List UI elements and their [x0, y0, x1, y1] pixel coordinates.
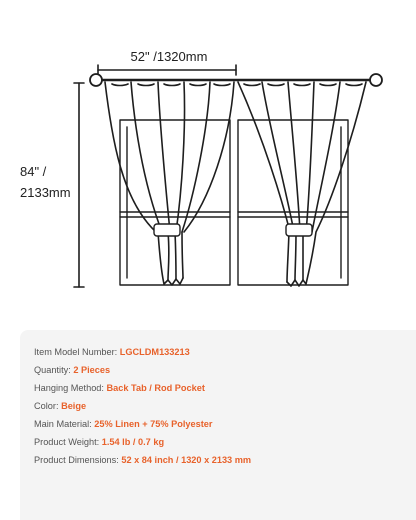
spec-row-main-material	[34, 418, 212, 430]
spec-row-product-dimensions	[34, 454, 251, 466]
height-dimension-inch: 84" /	[20, 164, 47, 179]
spec-label: Hanging Method:	[34, 383, 107, 393]
spec-label: Item Model Number:	[34, 347, 120, 357]
spec-label: Product Dimensions:	[34, 455, 122, 465]
spec-value: 52 x 84 inch / 1320 x 2133 mm	[121, 455, 252, 465]
spec-label: Quantity:	[34, 365, 74, 375]
spec-row-color	[34, 400, 86, 412]
right-curtain-panel-icon	[238, 82, 366, 286]
spec-label: Main Material:	[34, 419, 95, 429]
spec-value: Back Tab / Rod Pocket	[106, 383, 205, 393]
height-dimension-label	[20, 161, 80, 203]
spec-row-product-weight	[34, 436, 164, 448]
height-dimension-mm: 2133mm	[20, 185, 71, 200]
spec-row-hanging-method	[34, 382, 205, 394]
window-frame-icon	[120, 120, 348, 285]
spec-value: Beige	[61, 401, 87, 411]
spec-label: Color:	[34, 401, 62, 411]
left-curtain-panel-icon	[105, 82, 234, 285]
spec-value: 25% Linen + 75% Polyester	[94, 419, 213, 429]
spec-value: 2 Pieces	[73, 365, 111, 375]
spec-value: LGCLDM133213	[119, 347, 190, 357]
spec-value: 1.54 lb / 0.7 kg	[101, 437, 165, 447]
product-specs-panel	[20, 330, 416, 520]
curtain-rod-icon	[90, 74, 382, 86]
spec-row-model-number	[34, 346, 190, 358]
width-dimension-label: 52" /1320mm	[130, 49, 208, 64]
spec-row-quantity	[34, 364, 110, 376]
width-dimension-line	[98, 65, 236, 75]
spec-label: Product Weight:	[34, 437, 102, 447]
